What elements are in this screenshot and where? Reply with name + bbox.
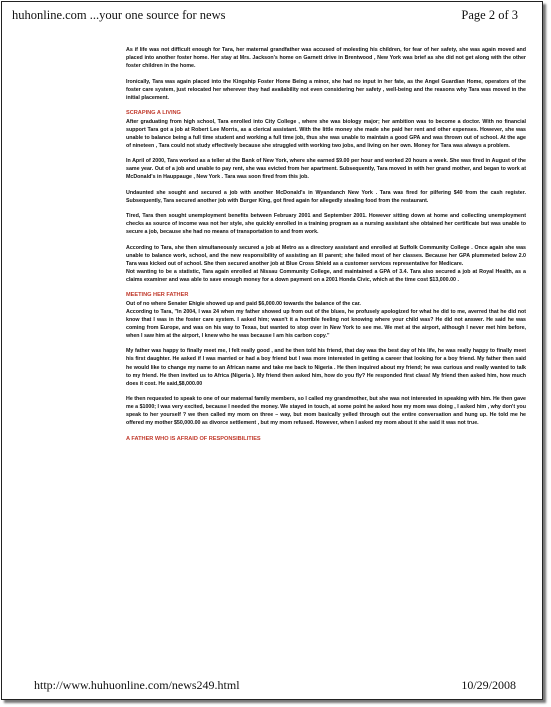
paragraph: Tired, Tara then sought unemployment benefits between February 2001 and September 2001. However sitting down at home and collecting unemployment checks as source of income was not her style, she quickly enrolled in a training program as a nursing assistant she obtained her certificate but was unable to secure a job, because she had no means of transportation to and from work.: [126, 213, 526, 236]
header-page-number: Page 2 of 3: [461, 8, 518, 22]
header-site: huhonline.com ...your one source for news: [12, 8, 226, 22]
article-body: [126, 46, 526, 443]
paragraph: According to Tara, "In 2004, I was 24 when my father showed up from out of the blues, he profusely apologized for what he did to me, averred that he did not know that I was in the foster care system. I asked him; wasn't it a horrible feeling not knowing where your child was? He did not answer. He said he was coming from Europe, and was on his way to Texas, but wanted to stop over in New York to see me. We met at the airport, although I never met him before, when I saw him at the airport, I knew who he was because I am his carbon copy.": [126, 308, 526, 339]
paragraph: According to Tara, she then simultaneously secured a job at Metro as a directory assistant and enrolled at Suffolk Community College . Once again she was unable to balance work, school, and the new responsibility of assisting an ill parent; she failed most of her classes. Because her GPA plummeted below 2.0 Tara was kicked out of school. She then secured another job at Blue Cross Shield as a customer services representative for Medicare.: [126, 244, 526, 267]
paragraph: As if life was not difficult enough for Tara, her maternal grandfather was accused of molesting his children, for fear of her safety, she was again moved and placed into another foster home. Her stay at Mrs. Jackson's home on Garnett drive in Brentwood , New York was brief as she did not get along with the other foster children in the home.: [126, 47, 526, 70]
paragraph: Ironically, Tara was again placed into the Kingship Foster Home Being a minor, she had no input in her fate, as the Angel Guardian Home, operators of the foster care system, just relocated her wherever they had availability not even considering her safety , well-being and the reasons why Tara was moved in the initial placement.: [126, 78, 526, 101]
paragraph: In April of 2000, Tara worked as a teller at the Bank of New York, where she earned $9.00 per hour and worked 20 hours a week. She was fired in August of the same year. Out of a job and unable to pay rent, she was evicted from her apartment. Subsequently, Tara moved in with her grand mother, and began to work at McDonald's in Hauppauge , New York . Tara was soon fired from this job.: [126, 158, 526, 181]
paragraph: Out of no where Senater Ehigie showed up and paid $6,000.00 towards the balance of the car.: [126, 300, 361, 307]
section-heading: MEETING HER FATHER: [126, 292, 189, 299]
section-heading: SCRAPING A LIVING: [126, 110, 181, 117]
page-frame: [1, 1, 543, 700]
section-heading: A FATHER WHO IS AFRAID OF RESPONSIBILITIES: [126, 435, 261, 442]
paragraph: My father was happy to finally meet me, I felt really good , and he then told his friend, that day was the best day of his life, he was really happy to finally meet his first daughter. He asked if I was married or had a boy friend but I was more interested in getting a career that looking for a boy friend. My father then said he would like to change my name to an African name and take me back to Nigeria . He then inquired about my friend; he was curious and really wanted to talk to my friend. He then invited us to Africa (Nigeria ). My friend then asked him, how do you fly? He responded first class! My friend then asked him, how much does it cost. He said,$8,000.00: [126, 348, 526, 387]
footer-url: http://www.huhuonline.com/news249.html: [34, 678, 240, 692]
paragraph: Not wanting to be a statistic, Tara again enrolled at Nissau Community College, and maintained a GPA of 3.4. Tara also secured a job at Royal Health, as a claims examiner and was able to save enough money for a down payment on a 2001 Honda Civic, which at the time cost $13,000.00 .: [126, 268, 526, 283]
paragraph: Undaunted she sought and secured a job with another McDonald's in Wyandanch New York . Tara was fired for pilfering $40 from the cash register. Subsequently, Tara secured another job with Burger King, got fired again for allegedly stealing food from the restaurant.: [126, 189, 526, 204]
paragraph: He then requested to speak to one of our maternal family members, so I called my grandmother, but she was not interested in speaking with him. He then gave me a $1000; I was very excited, because I needed the money. We stayed in touch, at some point he asked how my mom was doing , I asked him , why don't you speak to her yourself ? we then called my mom on three – way, but mom basically yelled through out the entire conversation and hung up. He told me he offered my mother $50,000.00 as divorce settlement , but my mom refused. However, when I asked my mom about it she said it was not true.: [126, 396, 526, 427]
paragraph: After graduating from high school, Tara enrolled into City College , where she was biology major; her ambition was to become a doctor. With no financial support Tara got a job at Robert Lee Morris, as a clerical assistant. With the little money she made she paid her rent and other expenses. However, she was unable to balance being a full time student and working a full time job, thus she was unable to maintain a good GPA and was thrown out of school. At the age of nineteen , Tara could not study effectively because she struggled with working two jobs, and living on her own. Money for Tara was always a problem.: [126, 118, 526, 149]
footer-date: 10/29/2008: [461, 678, 516, 692]
